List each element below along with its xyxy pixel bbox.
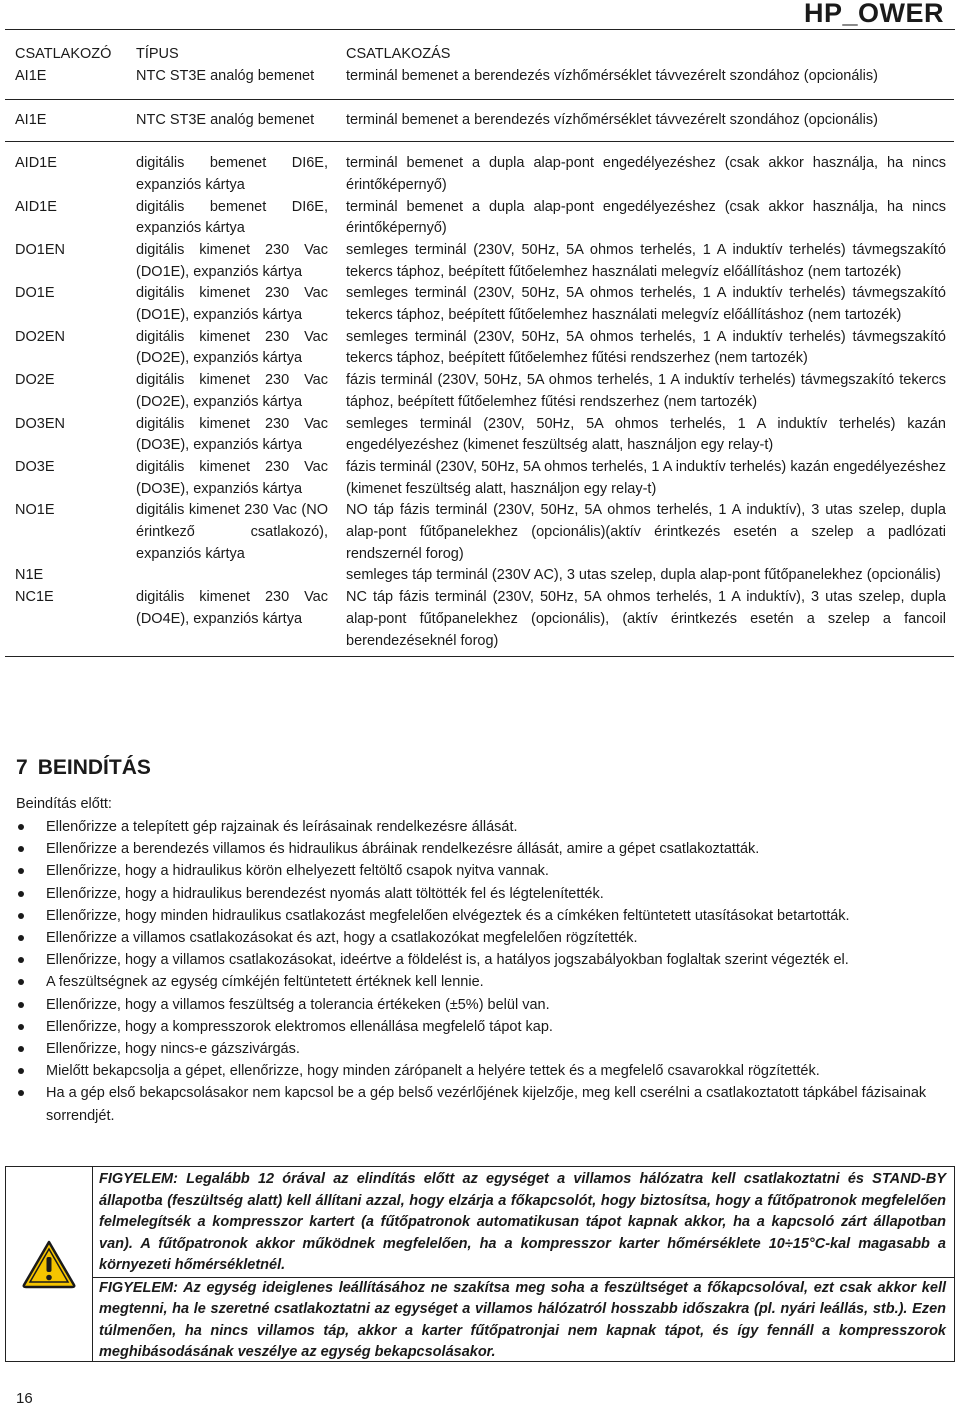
connection-table [5, 44, 954, 657]
table-row [5, 327, 954, 370]
cell-connector: DO2EN [15, 328, 65, 345]
table-row [5, 141, 954, 196]
cell-connector: AI1E [15, 67, 47, 84]
table-row [5, 240, 954, 283]
cell-connection: fázis terminál (230V, 50Hz, 5A ohmos terhelés, 1 A induktív terhelés) távmegszakító tekercs táphoz, beépített fűtőelemhez fűtési rendszerhez (nem tartozék) [346, 372, 946, 410]
page-number: 16 [16, 1390, 33, 1407]
cell-type: digitális kimenet 230 Vac (NO érintkező csatlakozó), expanziós kártya [136, 502, 328, 562]
cell-connector: NC1E [15, 589, 54, 606]
cell-connector: DO1E [15, 285, 55, 302]
cell-type: NTC ST3E analóg bemenet [136, 67, 315, 84]
table-row [5, 457, 954, 500]
checklist-item: Ha a gép első bekapcsolásakor nem kapcsol be a gép belső vezérlőjének kijelzője, meg kell cserélni a csatlakoztatott tápkábel fázisainak sorrendjét. [16, 1082, 944, 1126]
cell-connector: DO3E [15, 458, 55, 475]
header-cell-connector: CSATLAKOZÓ [15, 46, 112, 62]
checklist-item: A feszültségnek az egység címkéjén feltüntetett értéknek kell lennie. [16, 971, 944, 993]
cell-connector: AID1E [15, 155, 57, 172]
table-row [5, 370, 954, 413]
cell-connection: terminál bemenet a dupla alap-pont engedélyezéshez (csak akkor használja, ha nincs érintőképernyő) [346, 198, 946, 237]
table-row [5, 66, 954, 88]
cell-type: digitális kimenet 230 Vac (DO2E), expanziós kártya [136, 328, 328, 367]
cell-type: digitális kimenet 230 Vac (DO4E), expanziós kártya [136, 589, 328, 627]
header-cell-type: TÍPUS [136, 46, 179, 62]
checklist-item: Ellenőrizze, hogy minden hidraulikus csatlakozást megfelelően elvégeztek és a címkéken feltüntetett utasításokat betartották. [16, 905, 944, 927]
cell-connector: DO1EN [15, 241, 65, 258]
cell-connection: NC táp fázis terminál (230V, 50Hz, 5A ohmos terhelés, 1 A induktív), 3 utas szelep, dupla alap-pont fűtőpanelekhez (opcionális), (aktív érintkezés esetén a szelep a fancoil berendezéseknél forog) [346, 589, 946, 649]
cell-type [130, 565, 336, 587]
cell-connection: semleges táp terminál (230V AC), 3 utas szelep, dupla alap-pont fűtőpanelekhez (opcionális) [346, 567, 941, 584]
cell-connection: terminál bemenet a berendezés vízhőmérséklet távvezérelt szondához (opcionális) [346, 67, 878, 84]
warning-icon-cell [6, 1167, 93, 1361]
table-row [5, 283, 954, 326]
warning-box [5, 1166, 955, 1362]
checklist-item: Ellenőrizze, hogy a villamos feszültség a tolerancia értékeken (±5%) belül van. [16, 994, 944, 1016]
cell-connection: semleges terminál (230V, 50Hz, 5A ohmos terhelés, 1 A induktív terhelés) kazán engedélyezéshez (kimenet feszültség alatt, használjon egy relay-t) [346, 415, 946, 454]
header-cell-connection: CSATLAKOZÁS [346, 46, 451, 62]
cell-type: digitális kimenet 230 Vac (DO3E), expanziós kártya [136, 458, 328, 497]
section-title-text: BEINDÍTÁS [37, 756, 151, 779]
cell-connector: AID1E [15, 198, 57, 215]
section-heading [16, 756, 151, 780]
checklist-item: Ellenőrizze, hogy nincs-e gázszivárgás. [16, 1038, 944, 1060]
checklist-item: Mielőtt bekapcsolja a gépet, ellenőrizze, hogy minden zárópanelt a helyére tettek és a megfelelő csavarokkal rögzítették. [16, 1060, 944, 1082]
checklist-item: Ellenőrizze, hogy a villamos csatlakozásokat, ideértve a földelést is, a hatályos jogszabályokban foglaltak szerint végezték el. [16, 949, 944, 971]
table-body [5, 66, 954, 653]
checklist-item: Ellenőrizze, hogy a kompresszorok elektromos ellenállása megfelelő tápot kap. [16, 1016, 944, 1038]
table-row [5, 99, 954, 132]
intro-text: Beindítás előtt: [16, 796, 112, 812]
cell-connection: terminál bemenet a berendezés vízhőmérséklet távvezérelt szondához (opcionális) [346, 112, 878, 129]
section-number: 7 [16, 756, 28, 779]
cell-connection: semleges terminál (230V, 50Hz, 5A ohmos terhelés, 1 A induktív terhelés) távmegszakító tekercs táphoz, beépített fűtőelemhez használati melegvíz előállításhoz (nem tartozék) [346, 285, 946, 324]
cell-connection: semleges terminál (230V, 50Hz, 5A ohmos terhelés, 1 A induktív terhelés) távmegszakító tekercs táphoz, beépített fűtőelemhez használati melegvíz előállításhoz (nem tartozék) [346, 241, 946, 280]
cell-connection: NO táp fázis terminál (230V, 50Hz, 5A ohmos terhelés, 1 A induktív), 3 utas szelep, dupla alap-pont fűtőpanelekhez (opcionális)(aktív érintkezés esetén a szelep a padlózati rendszernél forog) [346, 502, 946, 562]
table-row [5, 500, 954, 565]
cell-connection: fázis terminál (230V, 50Hz, 5A ohmos terhelés, 1 A induktív terhelés) kazán engedélyezéshez (kimenet feszültség alatt, használjon egy relay-t) [346, 458, 946, 497]
cell-connector: DO2E [15, 372, 55, 389]
cell-type: NTC ST3E analóg bemenet [136, 112, 315, 129]
cell-type: digitális bemenet DI6E, expanziós kártya [136, 155, 328, 193]
warning-triangle-icon [21, 1239, 77, 1289]
header-divider [5, 29, 955, 30]
table-header-row [5, 44, 954, 66]
cell-type: digitális kimenet 230 Vac (DO1E), expanziós kártya [136, 241, 328, 280]
checklist-item: Ellenőrizze, hogy a hidraulikus körön elhelyezett feltöltő csapok nyitva vannak. [16, 860, 944, 882]
table-row [5, 587, 954, 652]
table-row [5, 565, 954, 587]
table-row [5, 414, 954, 457]
table-row [5, 197, 954, 240]
checklist-item: Ellenőrizze a telepített gép rajzainak és leírásainak rendelkezésre állását. [16, 816, 944, 838]
cell-type: digitális kimenet 230 Vac (DO1E), expanziós kártya [136, 285, 328, 324]
cell-type: digitális kimenet 230 Vac (DO2E), expanziós kártya [136, 372, 328, 410]
document-brand-title: HP_OWER [803, 0, 944, 28]
cell-type: digitális kimenet 230 Vac (DO3E), expanziós kártya [136, 415, 328, 454]
warning-text [93, 1167, 954, 1361]
warning-paragraph-1: FIGYELEM: Legalább 12 órával az elindítás előtt az egységet a villamos hálózatra kell csatlakoztatni és STAND-BY állapotba (feszültség alatt) kell állítani azzal, hogy elzárja a főkapcsolót, hogy biztosítsa, hogy a fűtőpatronok megfelelően felmelegítsék a kompresszor kartert (a fűtőpatronok automatikusan tápot kapnak akkor, ha a kapcsoló zárt állapotban van). A fűtőpatronok akkor működnek megfelelően, ha a kompresszor karter hőmérséklete 10÷15°C-kal magasabb a környezeti hőmérsékletnél. [99, 1171, 946, 1273]
checklist-item: Ellenőrizze a villamos csatlakozásokat és azt, hogy a csatlakozókat megfelelően rögzítették. [16, 927, 944, 949]
cell-type: digitális bemenet DI6E, expanziós kártya [136, 198, 328, 237]
warning-paragraph-2: FIGYELEM: Az egység ideiglenes leállításához ne szakítsa meg soha a feszültséget a főkapcsolóval, ezt csak akkor kell megtenni, ha le szeretné csatlakoztatni az egységet a villamos hálózatról hosszabb időszakra (pl. nyári leállás, stb.). Ezen túlmenően, ha nincs villamos táp, akkor a karter fűtőpatronjai nem kapnak tápot, és így fennáll a kompresszorok meghibásodásának veszélye az egység bekapcsolásakor. [93, 1277, 954, 1364]
cell-connector: NO1E [15, 502, 55, 519]
cell-connection: terminál bemenet a dupla alap-pont engedélyezéshez (csak akkor használja, ha nincs érintőképernyő) [346, 155, 946, 193]
cell-connector: N1E [15, 567, 44, 584]
checklist-item: Ellenőrizze a berendezés villamos és hidraulikus ábráinak rendelkezésre állását, amire a gépet csatlakoztatták. [16, 838, 944, 860]
cell-connection: semleges terminál (230V, 50Hz, 5A ohmos terhelés, 1 A induktív terhelés) távmegszakító tekercs táphoz, beépített fűtőelemhez fűtési rendszerhez (nem tartozék) [346, 328, 946, 367]
checklist [16, 816, 944, 1127]
cell-connector: AI1E [15, 112, 47, 129]
checklist-item: Ellenőrizze, hogy a hidraulikus berendezést nyomás alatt töltötték fel és légtelenítették. [16, 883, 944, 905]
cell-connector: DO3EN [15, 415, 65, 432]
